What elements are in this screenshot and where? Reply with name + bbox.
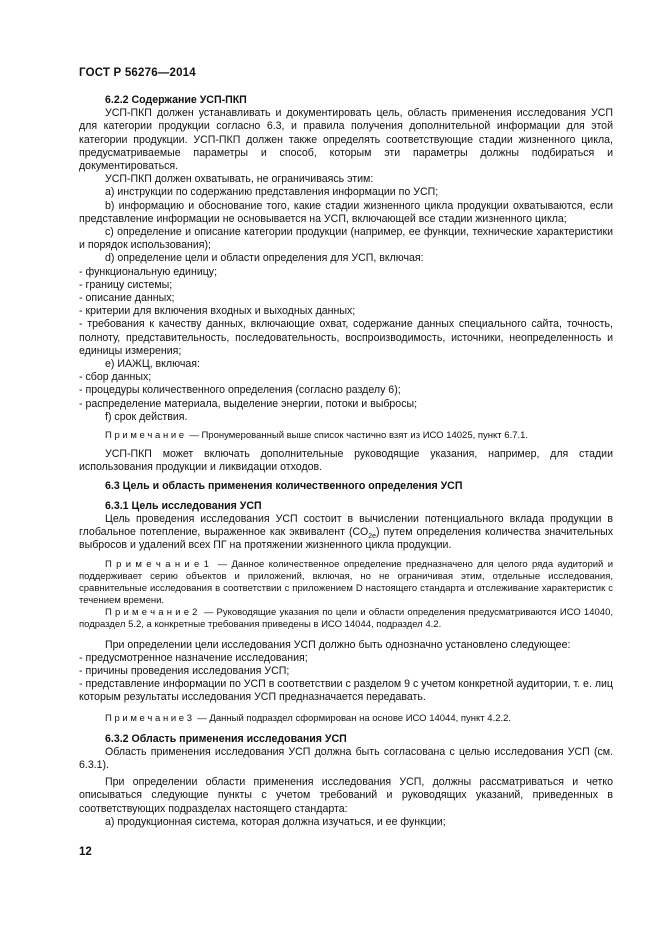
- dash-item: - функциональную единицу;: [79, 265, 218, 278]
- dash-item: - причины проведения исследования УСП;: [79, 664, 290, 677]
- note-text: — Пронумерованный выше список частично взят из ИСО 14025, пункт 6.7.1.: [189, 430, 529, 442]
- dash-item: - требования к качеству данных, включающие охват, содержание данных специального сайта, точность, полноту, представительность, последовательность, воспроизводимость, источники, неопределенность и единицы измерения;: [79, 318, 613, 357]
- page-number: 12: [79, 846, 92, 858]
- section-heading-6-3-2: 6.3.2 Область применения исследования УСП: [105, 732, 347, 745]
- paragraph: При определении области применения исследования УСП, должны рассматриваться и четко описываться следующие пункты с учетом требований и руководящих указаний, приведенных в соответствующих подразделах настоящего стандарта:: [79, 776, 613, 815]
- note-1: [79, 559, 613, 607]
- section-heading-6-3-1: 6.3.1 Цель исследования УСП: [105, 499, 262, 512]
- dash-item: - сбор данных;: [79, 371, 152, 384]
- dash-item: - предусмотренное назначение исследования;: [79, 651, 308, 664]
- paragraph: [79, 513, 613, 553]
- note-text: — Данный подраздел сформирован на основе ИСО 14044, пункт 4.2.2.: [197, 712, 512, 724]
- note: [79, 430, 613, 442]
- page-content: [79, 94, 613, 829]
- note-text: — Данное количественное определение предназначено для целого ряда аудиторий и поддерживает серию объектов и приложений, включая, но не ограничивая этим, отдельные исследования, сравнительные исследования в соответствии с приложением D настоящего стандарта и отслеживание характеристик с течением времени.: [79, 558, 613, 606]
- dash-item: - распределение материала, выделение энергии, потоки и выбросы;: [79, 397, 418, 410]
- list-item-a: а) инструкции по содержанию представления информации по УСП;: [105, 186, 439, 199]
- dash-item: - представление информации по УСП в соответствии с разделом 9 с учетом конкретной аудитории, т. е. лиц которым результаты исследования УСП предназначается передавать.: [79, 678, 613, 704]
- paragraph: Область применения исследования УСП должна быть согласована с целью исследования УСП (см. 6.3.1).: [79, 745, 613, 771]
- note-3: [79, 713, 613, 725]
- note-text: — Руководящие указания по цели и области определения предусматриваются ИСО 14040, подраздел 5.2, а конкретные требования приведены в ИСО 14044, подраздел 4.2.: [79, 606, 613, 630]
- paragraph: УСП-ПКП должен охватывать, не ограничиваясь этим:: [105, 173, 374, 186]
- list-item-d: d) определение цели и области определения для УСП, включая:: [105, 252, 424, 265]
- note-label: П р и м е ч а н и е: [105, 430, 185, 442]
- dash-item: - критерии для включения входных и выходных данных;: [79, 305, 356, 318]
- dash-item: - описание данных;: [79, 292, 175, 305]
- list-item-f: f) срок действия.: [105, 410, 188, 423]
- paragraph-part: ) путем определения количества значительных выбросов и удалений всех ПГ на протяжении жизненного цикла продукции.: [79, 526, 614, 552]
- list-item-b: b) информацию и обоснование того, какие стадии жизненного цикла продукции охватываются, если представление информации не основывается на УСП, включающей все стадии жизненного цикла;: [79, 199, 613, 225]
- note-label: П р и м е ч а н и е 2: [105, 606, 198, 618]
- subscript: 2е: [368, 533, 376, 541]
- list-item-c: c) определение и описание категории продукции (например, ее функции, технические характеристики и порядок использования);: [79, 226, 613, 252]
- note-label: П р и м е ч а н и е 1: [105, 558, 209, 570]
- section-heading-6-2-2: 6.2.2 Содержание УСП-ПКП: [105, 94, 247, 106]
- list-item-a: а) продукционная система, которая должна изучаться, и ее функции;: [105, 815, 446, 828]
- paragraph: При определении цели исследования УСП должно быть однозначно установлено следующее:: [105, 638, 571, 651]
- note-2: [79, 607, 613, 631]
- standard-header: ГОСТ Р 56276—2014: [79, 67, 196, 79]
- paragraph: УСП-ПКП должен устанавливать и документировать цель, область применения исследования УСП для категории продукции согласно 6.3, и правила получения дополнительной информации для этой категории продукции. УСП-ПКП должен также определять соответствующие стадии жизненного цикла, предусматриваемые параметры и способ, которым эти параметры должны подбираться и документироваться.: [79, 107, 613, 173]
- dash-item: - процедуры количественного определения (согласно разделу 6);: [79, 384, 401, 397]
- note-label: П р и м е ч а н и е 3: [105, 712, 192, 724]
- paragraph-part: Цель проведения исследования УСП состоит в вычислении потенциального вклада продукции в глобальное потепление, выраженное как эквивалент (СО: [79, 512, 613, 539]
- section-heading-6-3: 6.3 Цель и область применения количественного определения УСП: [105, 480, 463, 493]
- dash-item: - границу системы;: [79, 278, 173, 291]
- paragraph: УСП-ПКП может включать дополнительные руководящие указания, например, для стадии использования продукции и ликвидации отходов.: [79, 448, 613, 474]
- list-item-e: e) ИАЖЦ, включая:: [105, 358, 200, 371]
